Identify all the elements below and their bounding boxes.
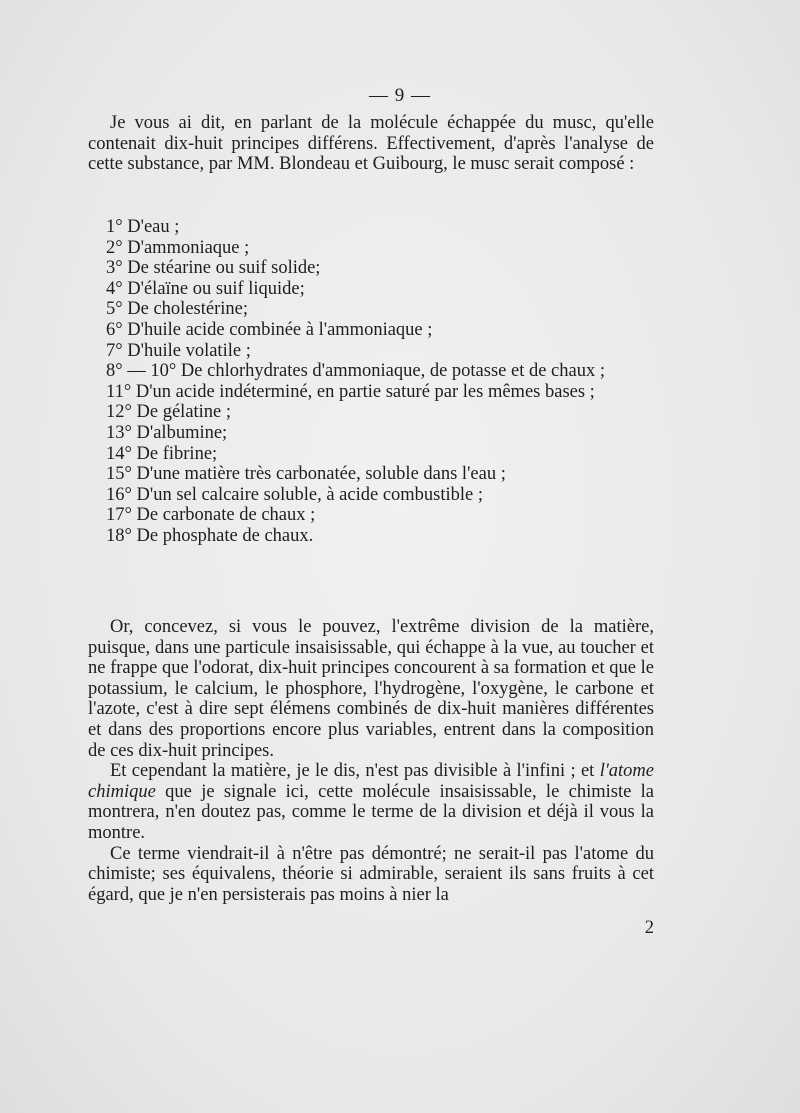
intro-paragraph bbox=[88, 113, 654, 175]
signature-mark: 2 bbox=[644, 918, 654, 938]
paragraph-atome-start: Et cependant la matière, je le dis, n'est pas divisible à l'infini ; et bbox=[110, 761, 600, 782]
body-text bbox=[88, 617, 654, 905]
list-item: 4° D'élaïne ou suif liquide; bbox=[106, 278, 305, 299]
list-item: 16° D'un sel calcaire soluble, à acide combustible ; bbox=[106, 484, 484, 505]
list-item: 5° De cholestérine; bbox=[106, 299, 248, 320]
list-item: 18° De phosphate de chaux. bbox=[106, 525, 314, 546]
list-item: 6° D'huile acide combinée à l'ammoniaque ; bbox=[106, 319, 433, 340]
list-item: 17° De carbonate de chaux ; bbox=[106, 505, 316, 526]
list-item: 13° D'albumine; bbox=[106, 422, 228, 443]
composition-list bbox=[88, 217, 654, 547]
paragraph-terme: Ce terme viendrait-il à n'être pas démontré; ne serait-il pas l'atome du chimiste; ses équivalens, théorie si admirable, seraient ils sans fruits à cet égard, que je n'en persisterais pas moins à nier la bbox=[88, 843, 654, 905]
intro-text: Je vous ai dit, en parlant de la molécule échappée du musc, qu'elle contenait dix-huit principes différens. Effectivement, d'après l'analyse de cette substance, par MM. Blondeau et Guibourg, le musc serait composé : bbox=[88, 113, 654, 175]
paragraph-division: Or, concevez, si vous le pouvez, l'extrême division de la matière, puisque, dans une particule insaisissable, qui échappe à la vue, au toucher et ne frappe que l'odorat, dix-huit principes concourent à sa formation et que le potassium, le calcium, le phosphore, l'hydrogène, l'oxygène, le carbone et l'azote, c'est à dire sept élémens combinés de dix-huit manières différentes et dans des proportions encore plus variables, entrent dans la composition de ces dix-huit principes. bbox=[88, 617, 654, 761]
list-item: 7° D'huile volatile ; bbox=[106, 340, 251, 361]
atome-chimique-emphasis: l'atome chimique bbox=[88, 761, 654, 802]
list-item: 14° De fibrine; bbox=[106, 443, 218, 464]
list-item: 3° De stéarine ou suif solide; bbox=[106, 258, 321, 279]
list-item: 11° D'un acide indéterminé, en partie saturé par les mêmes bases ; bbox=[106, 381, 595, 402]
paragraph-atome-end: que je signale ici, cette molécule insaisissable, le chimiste la montrera, n'en doutez pas, comme le terme de la division et déjà il vous la montre. bbox=[88, 781, 654, 843]
list-item: 1° D'eau ; bbox=[106, 217, 180, 237]
list-item: 15° D'une matière très carbonatée, soluble dans l'eau ; bbox=[106, 464, 506, 485]
page-number: — 9 — bbox=[369, 85, 431, 106]
list-item: 2° D'ammoniaque ; bbox=[106, 237, 250, 258]
list-item: 8° — 10° De chlorhydrates d'ammoniaque, de potasse et de chaux ; bbox=[106, 361, 605, 382]
list-item: 12° De gélatine ; bbox=[106, 402, 232, 423]
paragraph-atome bbox=[88, 761, 654, 843]
